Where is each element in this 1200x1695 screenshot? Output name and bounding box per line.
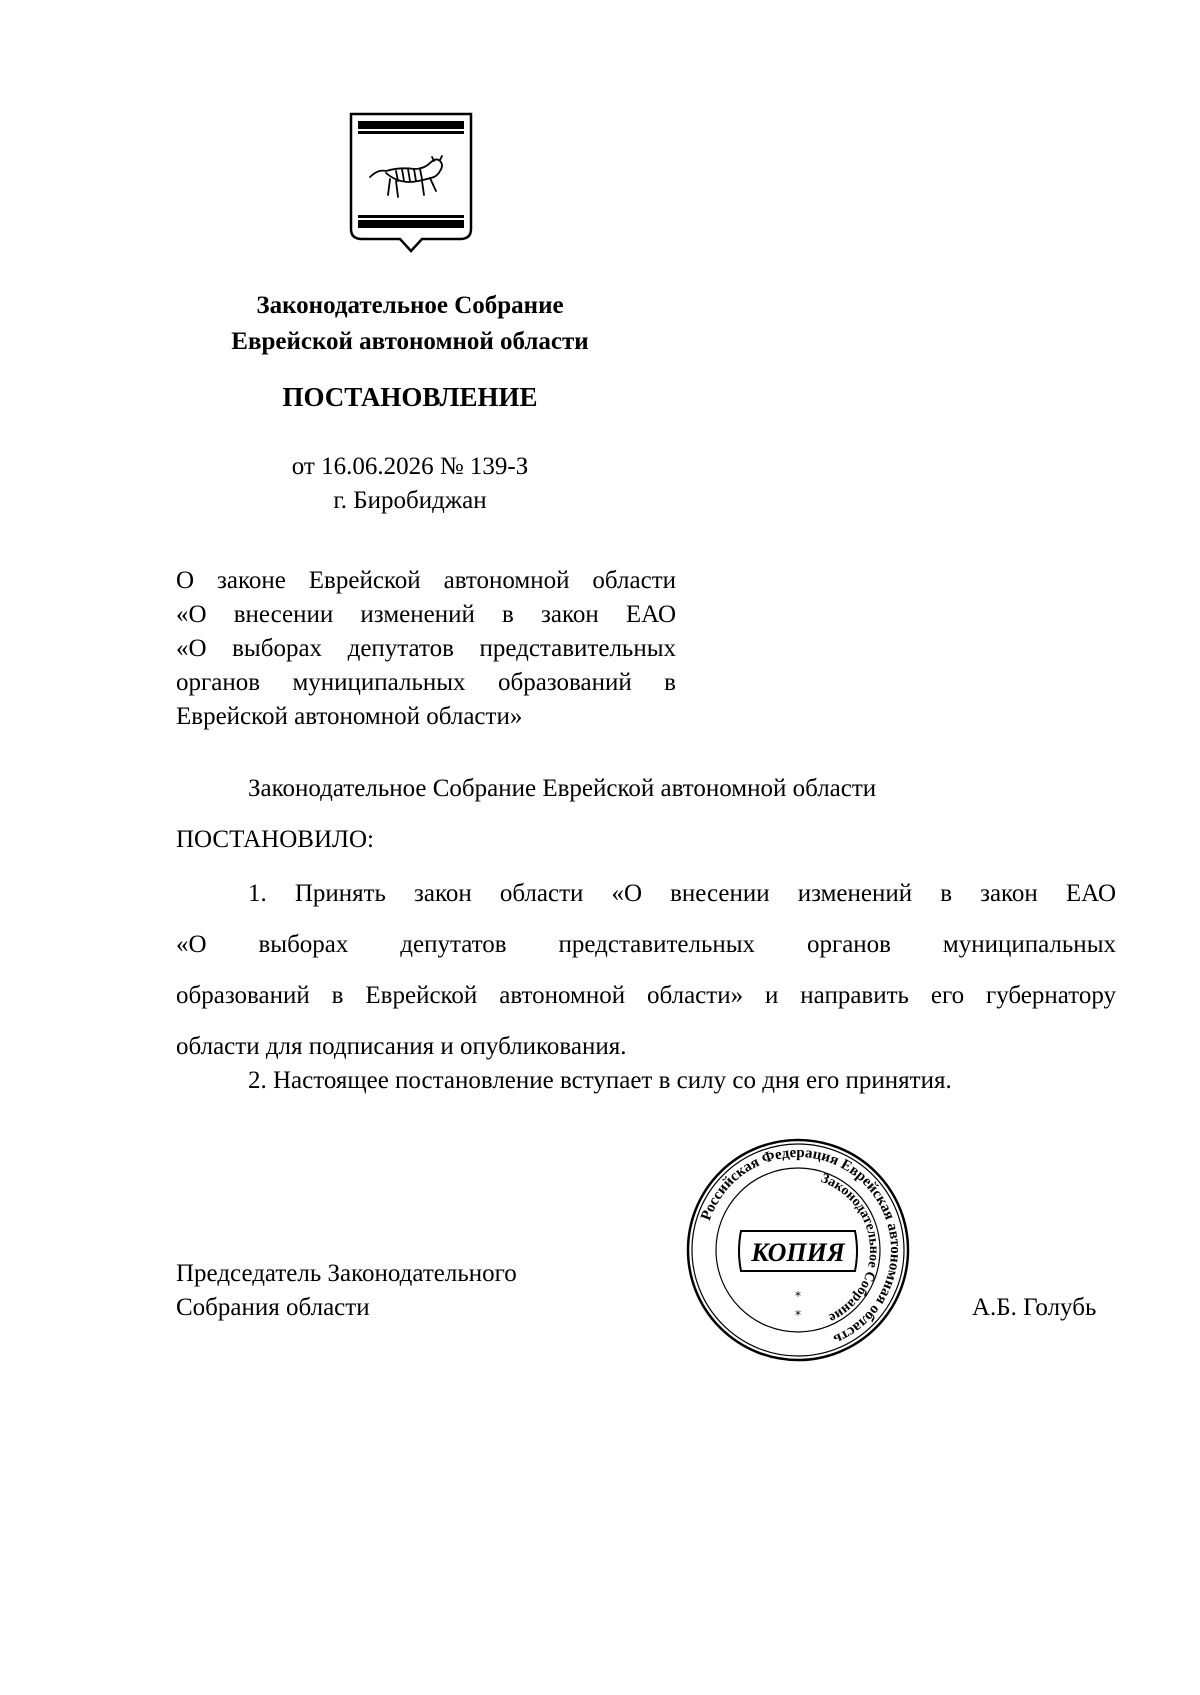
paragraph-line: «О выборах депутатов представительных органов муниципальных bbox=[176, 931, 1116, 958]
signatory-title bbox=[176, 1257, 517, 1325]
subject-line: «О выборах депутатов представительных bbox=[176, 635, 676, 662]
signatory-name: А.Б. Голубь bbox=[972, 1294, 1097, 1321]
stamp-center-label: КОПИЯ bbox=[751, 1238, 845, 1267]
signatory-title-line-2: Собрания области bbox=[176, 1294, 370, 1321]
date-block bbox=[150, 450, 670, 518]
subject-line: Еврейской автономной области» bbox=[176, 703, 523, 730]
signatory-title-line-1: Председатель Законодательного bbox=[176, 1260, 517, 1287]
subject-line: О законе Еврейской автономной области bbox=[176, 567, 676, 594]
date-number: от 16.06.2026 № 139-З bbox=[291, 453, 529, 480]
document-type: ПОСТАНОВЛЕНИЕ bbox=[282, 382, 538, 412]
subject-line: органов муниципальных образований в bbox=[176, 669, 676, 696]
coat-of-arms-icon bbox=[348, 111, 474, 256]
official-stamp bbox=[683, 1135, 913, 1365]
stamp-outer-text: Российская Федерация Еврейская автономная область bbox=[698, 1144, 904, 1348]
paragraph-1 bbox=[176, 868, 1116, 1072]
city: г. Биробиджан bbox=[333, 487, 487, 514]
stamp-star-icon: * bbox=[795, 1308, 801, 1322]
document-subject bbox=[176, 564, 676, 734]
paragraph-line: области для подписания и опубликования. bbox=[176, 1033, 627, 1060]
stamp-inner-text: Законодательное Собрание bbox=[818, 1171, 882, 1326]
paragraph-line: 1. Принять закон области «О внесении изменений в закон ЕАО bbox=[248, 880, 1116, 907]
intro-text: Законодательное Собрание Еврейской автономной области bbox=[248, 775, 877, 802]
organization-line-1: Законодательное Собрание bbox=[256, 292, 564, 319]
stamp-star-icon: * bbox=[795, 1289, 801, 1303]
organization-name bbox=[150, 288, 670, 360]
paragraph-line: образований в Еврейской автономной области» и направить его губернатору bbox=[176, 982, 1116, 1009]
organization-line-2: Еврейской автономной области bbox=[231, 328, 589, 355]
paragraph-2: 2. Настоящее постановление вступает в силу со дня его принятия. bbox=[248, 1067, 952, 1094]
decree-word: ПОСТАНОВИЛО: bbox=[176, 826, 374, 853]
subject-line: «О внесении изменений в закон ЕАО bbox=[176, 601, 676, 628]
